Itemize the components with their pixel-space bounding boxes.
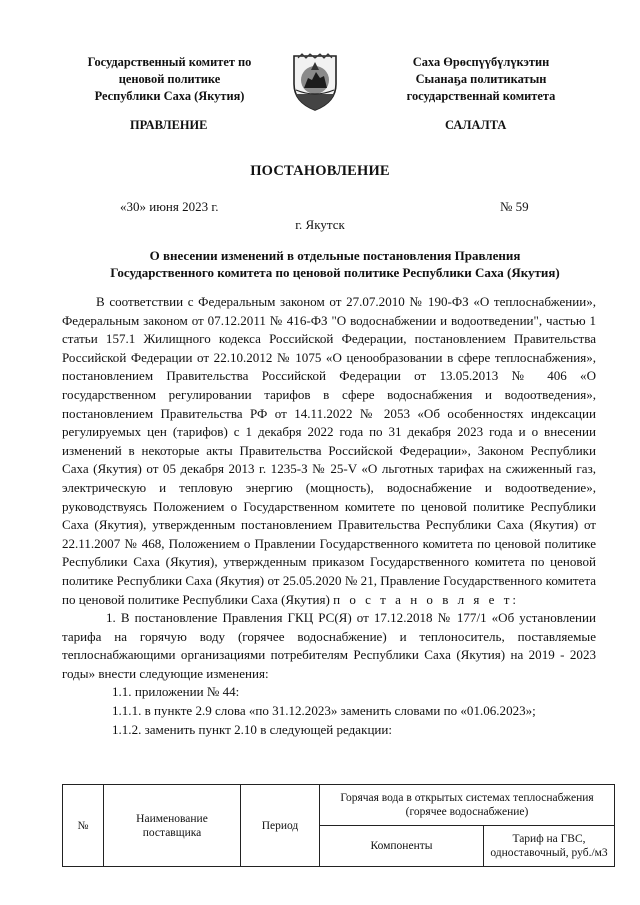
document-date: «30» июня 2023 г.	[120, 199, 219, 214]
header-right-line: Саха Өрөспүүбүлүкэтин	[412, 55, 550, 69]
header-left-line: ценовой политике	[118, 72, 221, 86]
header-left-line: Республики Саха (Якутия)	[94, 89, 245, 103]
document-city: г. Якутск	[295, 217, 345, 232]
col-tariff-header: Тариф на ГВС, одноставочный, руб./м3	[484, 826, 615, 867]
committee-name-ru	[62, 54, 277, 105]
preamble-paragraph	[62, 293, 596, 609]
committee-name-sah	[366, 54, 596, 105]
table-header-row	[63, 785, 615, 826]
header-right-line: государственнай комитета	[406, 89, 556, 103]
col-group-header: Горячая вода в открытых системах теплоснабжения (горячее водоснабжение)	[320, 785, 615, 826]
document-title: ПОСТАНОВЛЕНИЕ	[250, 163, 390, 179]
col-period-header: Период	[241, 785, 320, 867]
tariff-table	[62, 784, 615, 867]
document-number: № 59	[500, 199, 529, 214]
preamble-text: В соответствии с Федеральным законом от 27.07.2010 № 190-ФЗ «О теплоснабжении», Федеральным законом от 07.12.2011 № 416-ФЗ "О водоснабжении и водоотведении", частью 1 статьи 157.1 Жилищного кодекса Российской Федерации, постановлением Правительства Российской Федерации от 22.10.2012 № 1075 «О ценообразовании в сфере теплоснабжения», постановлением Правительства Российской Федерации от 13.05.2013 № 406 «О государственном регулировании тарифов в сфере водоснабжения и водоотведения», постановлением Правительства РФ от 14.11.2022 № 2053 «Об особенностях индексации регулируемых цен (тарифов) с 1 декабря 2022 года по 31 декабря 2023 года и о внесении изменений в некоторые акты Правительства Российской Федерации», Законом Республики Саха (Якутия) от 05 декабря 2013 г. 1235-З № 25-V «О льготных тарифах на сжиженный газ, электрическую и тепловую энергию (мощность), водоснабжение и водоотведение», руководствуясь Положением о Государственном комитете по ценовой политике Республики Саха (Якутия), утвержденным постановлением Правительства Республики Саха (Якутия) от 22.11.2007 № 468, Положением о Правлении Государственного комитета по ценовой политике Республики Саха (Якутия), утвержденным приказом Государственного комитета по ценовой политике Республики Саха (Якутия) от 25.05.2020 № 21, Правление Государственного комитета по ценовой политике Республики Саха (Якутия)	[62, 294, 596, 607]
document-subject	[70, 247, 600, 281]
col-components-header: Компоненты	[320, 826, 484, 867]
board-label-sah: САЛАЛТА	[445, 118, 507, 132]
coat-of-arms-icon	[290, 50, 340, 112]
document-body	[62, 293, 596, 739]
item-1-1-2: 1.1.2. заменить пункт 2.10 в следующей редакции:	[112, 721, 393, 737]
item-1: 1. В постановление Правления ГКЦ РС(Я) от 17.12.2018 № 177/1 «Об установлении тарифа на горячую воду (горячее водоснабжение) и теплоноситель, поставляемые теплоснабжающими организациями потребителям Республики Саха (Якутия) на 2019 - 2023 годы» внести следующие изменения:	[62, 610, 596, 681]
subject-line: Государственного комитета по ценовой политике Республики Саха (Якутия)	[110, 265, 560, 280]
board-label-ru: ПРАВЛЕНИЕ	[130, 118, 208, 132]
subject-line: О внесении изменений в отдельные постановления Правления	[149, 248, 521, 263]
header-right-line: Сыанаҕа политикатын	[415, 72, 547, 86]
col-supplier-header: Наименование поставщика	[104, 785, 241, 867]
resolves-word: п о с т а н о в л я е т:	[333, 591, 520, 607]
item-1-1-1: 1.1.1. в пункте 2.9 слова «по 31.12.2023» заменить словами по «01.06.2023»;	[112, 703, 536, 719]
col-no-header: №	[63, 785, 104, 867]
header-left-line: Государственный комитет по	[87, 55, 252, 69]
item-1-1: 1.1. приложении № 44:	[112, 684, 240, 700]
